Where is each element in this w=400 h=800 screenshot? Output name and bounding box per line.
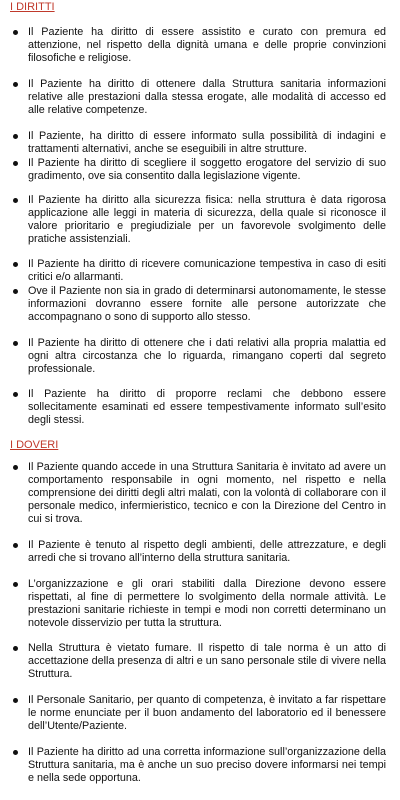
- list-item: [10, 337, 386, 388]
- list-item: [10, 694, 386, 746]
- bullet-icon: [13, 134, 18, 139]
- bullet-icon: [13, 289, 18, 294]
- list-item: [10, 194, 386, 258]
- list-item: [10, 78, 386, 130]
- bullet-icon: [13, 750, 18, 755]
- list-item: [10, 642, 386, 694]
- item-text: Il Paziente quando accede in una Struttura Sanitaria è invitato ad avere un comportamento responsabile in ogni momento, nel rispetto e nella comprensione dei diritti degli altri malati, con la volontà di collaborare con il personale medico, infermieristico, tecnico e con la Direzione del Centro in cui si trova.: [28, 461, 386, 526]
- item-text: Il Paziente ha diritto di ottenere dalla Struttura sanitaria informazioni relative alle prestazioni dalla stessa erogate, alle modalità di accesso ed alle relative competenze.: [28, 78, 386, 117]
- bullet-icon: [13, 30, 18, 35]
- bullet-icon: [13, 262, 18, 267]
- item-text: Il Paziente ha diritto ad una corretta informazione sull’organizzazione della Struttura sanitaria, ma è anche un suo preciso dovere informarsi nei tempi e nella sede opportuna.: [28, 746, 386, 785]
- item-text: Il Paziente ha diritto di scegliere il soggetto erogatore del servizio di suo gradimento, ove sia consentito dalla legislazione vigente.: [28, 157, 386, 183]
- list-item: [10, 26, 386, 78]
- item-text: L’organizzazione e gli orari stabiliti dalla Direzione devono essere rispettati, al fine di permettere lo svolgimento della normale attività. Le prestazioni sanitarie richieste in tempi e modi non corretti determinano un notevole disservizio per tutta la struttura.: [28, 578, 386, 630]
- item-text: Il Personale Sanitario, per quanto di competenza, è invitato a far rispettare le norme enunciate per il buon andamento del laboratorio ed il benessere dell’Utente/Paziente.: [28, 694, 386, 733]
- bullet-icon: [13, 341, 18, 346]
- item-text: Il Paziente ha diritto di essere assistito e curato con premura ed attenzione, nel rispetto della dignità umana e delle proprie convinzioni filosofiche e religiose.: [28, 26, 386, 65]
- list-item: [10, 746, 386, 786]
- item-text: Nella Struttura è vietato fumare. Il rispetto di tale norma è un atto di accettazione della presenza di altri e un sano personale stile di vivere nella Struttura.: [28, 642, 386, 681]
- bullet-icon: [13, 543, 18, 548]
- bullet-icon: [13, 198, 18, 203]
- bullet-icon: [13, 161, 18, 166]
- item-text: Il Paziente è tenuto al rispetto degli ambienti, delle attrezzature, e degli arredi che si trovano all’interno della struttura sanitaria.: [28, 539, 386, 565]
- item-text: Il Paziente ha diritto alla sicurezza fisica: nella struttura è data rigorosa applicazione alle leggi in materia di sicurezza, della quale si riconosce il valore prioritario e pregiudiziale per un favorevole svolgimento delle pratiche assistenziali.: [28, 194, 386, 246]
- bullet-icon: [13, 465, 18, 470]
- rights-list: [10, 26, 386, 440]
- rights-heading: I DIRITTI: [10, 1, 55, 13]
- item-text: Il Paziente ha diritto di proporre reclami che debbono essere sollecitamente esaminati ed essere tempestivamente informato sull’esito degli stessi.: [28, 388, 386, 427]
- bullet-icon: [13, 698, 18, 703]
- item-text: Ove il Paziente non sia in grado di determinarsi autonomamente, le stesse informazioni dovranno essere fornite alle persone autorizzate che accompagnano o sono di supporto allo stesso.: [28, 285, 386, 324]
- bullet-icon: [13, 582, 18, 587]
- list-item: [10, 388, 386, 440]
- bullet-icon: [13, 646, 18, 651]
- list-item: [10, 130, 386, 157]
- item-text: Il Paziente ha diritto di ottenere che i dati relativi alla propria malattia ed ogni altra circostanza che lo riguarda, rimangano coperti dal segreto professionale.: [28, 337, 386, 376]
- item-text: Il Paziente ha diritto di ricevere comunicazione tempestiva in caso di esiti critici e/o allarmanti.: [28, 258, 386, 284]
- item-text: Il Paziente, ha diritto di essere informato sulla possibilità di indagini e trattamenti alternativi, anche se eseguibili in altre strutture.: [28, 130, 386, 156]
- list-item: [10, 285, 386, 337]
- bullet-icon: [13, 82, 18, 87]
- duties-heading: I DOVERI: [10, 439, 59, 451]
- list-item: [10, 157, 386, 194]
- list-item: [10, 578, 386, 642]
- list-item: [10, 539, 386, 578]
- bullet-icon: [13, 392, 18, 397]
- duties-list: [10, 461, 386, 786]
- list-item: [10, 258, 386, 285]
- list-item: [10, 461, 386, 539]
